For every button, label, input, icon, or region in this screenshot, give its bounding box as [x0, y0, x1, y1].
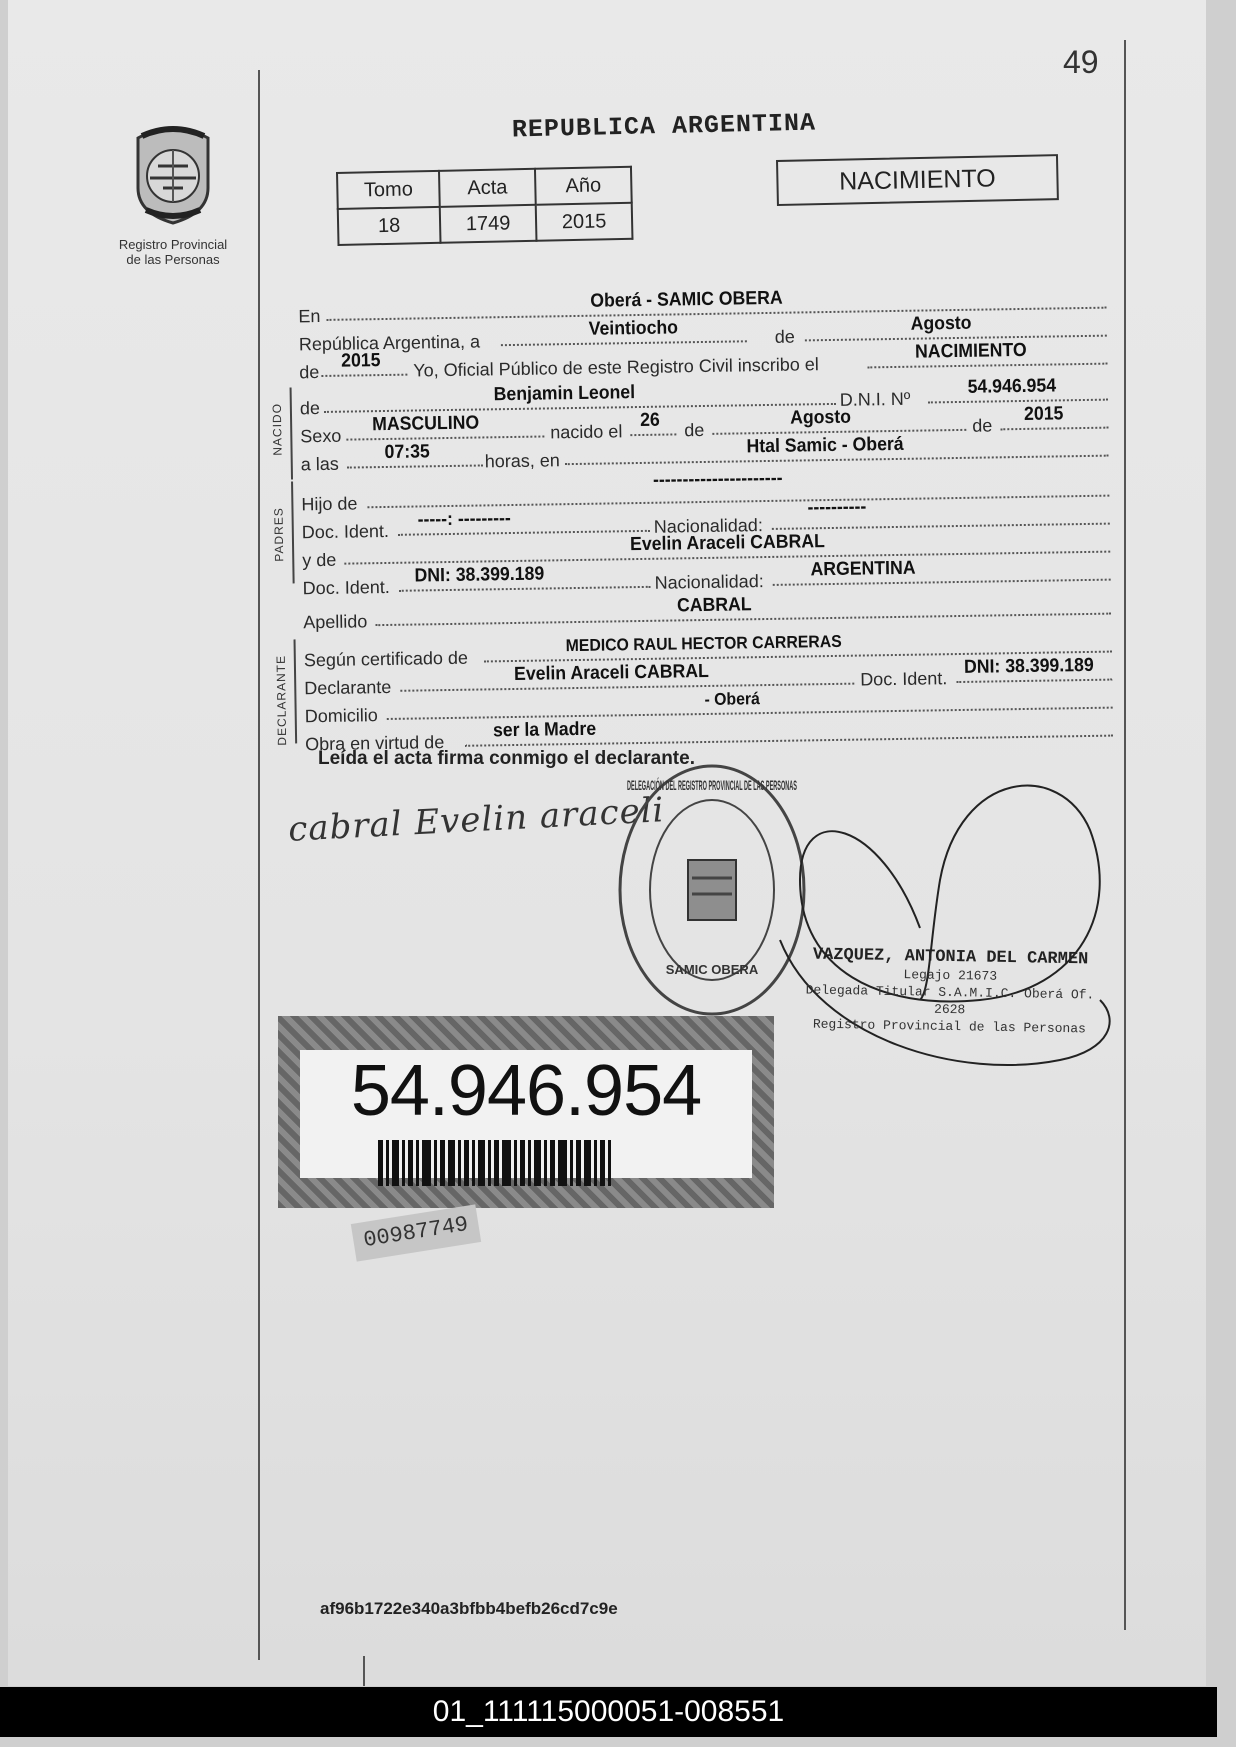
en-value: Oberá - SAMIC OBERA: [590, 287, 783, 312]
dni-label: D.N.I. Nº: [839, 388, 911, 410]
birth-time: 07:35: [384, 441, 430, 463]
de2-label: de: [684, 419, 705, 441]
certificado-value: MEDICO RAUL HECTOR CARRERAS: [565, 631, 842, 656]
barcode-label: [300, 1050, 752, 1178]
acta-value: 1749: [440, 205, 537, 243]
declarante-doc: DNI: 38.399.189: [963, 654, 1094, 678]
declarante-label: Declarante: [304, 676, 392, 699]
country-title: REPUBLICA ARGENTINA: [511, 108, 817, 145]
birth-month: Agosto: [789, 406, 852, 429]
doc-ident2-label: Doc. Ident.: [302, 576, 390, 599]
month: Agosto: [910, 312, 972, 335]
ano-value: 2015: [536, 203, 633, 241]
mother-name: Evelin Araceli CABRAL: [629, 531, 825, 556]
a-las-label: a las: [300, 453, 339, 475]
birth-place: Htal Samic - Oberá: [746, 433, 904, 458]
doc-ident-label: Doc. Ident.: [301, 520, 390, 543]
nacido-el-label: nacido el: [550, 421, 623, 443]
declarante-bracket: [294, 639, 298, 743]
barcode-number: 54.946.954: [350, 1051, 702, 1131]
child-name: Benjamin Leonel: [493, 382, 636, 406]
official-role: Delegada Titular S.A.M.I.C. Oberá Of. 2628: [805, 982, 1095, 1018]
domicilio-label: Domicilio: [304, 705, 378, 727]
barcode-bars-icon: [378, 1140, 674, 1186]
year-prefix: de: [299, 362, 320, 383]
tomo-value: 18: [338, 207, 441, 245]
padres-bracket: [291, 481, 295, 583]
day-words: Veintiocho: [588, 317, 679, 340]
sexo-label: Sexo: [300, 425, 342, 447]
republica-label: República Argentina, a: [298, 331, 481, 355]
logo-caption-line2: de las Personas: [126, 252, 220, 267]
father-name: ----------------------: [652, 467, 783, 491]
sexo-value: MASCULINO: [371, 412, 480, 436]
birth-day: 26: [639, 409, 660, 431]
ano-header: Año: [535, 167, 632, 205]
de-label: de: [774, 326, 796, 347]
declarant-signature: cabral Evelin araceli: [287, 790, 666, 850]
mother-doc: DNI: 38.399.189: [414, 563, 545, 587]
declarante-side-label: DECLARANTE: [273, 654, 290, 746]
birth-year: 2015: [1023, 403, 1064, 425]
act-value: NACIMIENTO: [914, 339, 1027, 363]
nacido-side-label: NACIDO: [269, 402, 285, 456]
child-dni: 54.946.954: [967, 375, 1057, 398]
en-label: En: [298, 305, 321, 327]
de3-label: de: [972, 415, 993, 436]
apellido-label: Apellido: [303, 611, 368, 633]
dots: [630, 433, 676, 436]
official-org: Registro Provincial de las Personas: [812, 1016, 1087, 1037]
nacionalidad2-label: Nacionalidad:: [654, 571, 764, 593]
closing-statement: Leída el acta firma conmigo el declarante.: [318, 748, 695, 769]
hijo-de-label: Hijo de: [301, 493, 358, 515]
doc-ident3-label: Doc. Ident.: [860, 668, 948, 690]
y-de-label: y de: [302, 549, 337, 571]
father-doc: -----: ---------: [417, 508, 511, 531]
horas-en-label: horas, en: [484, 450, 560, 472]
oficial-text: Yo, Oficial Público de este Registro Civil inscribo el: [413, 354, 819, 381]
obra-label: Obra en virtud de: [305, 732, 445, 755]
mother-nationality: ARGENTINA: [810, 557, 916, 581]
logo-caption-line1: Registro Provincial: [118, 237, 228, 252]
nacionalidad-label: Nacionalidad:: [653, 515, 764, 537]
act-type-box: NACIMIENTO: [776, 154, 1059, 206]
domicilio-value: - Oberá: [704, 689, 761, 710]
year: 2015: [340, 350, 381, 372]
declarante-value: Evelin Araceli CABRAL: [513, 660, 710, 685]
acta-header: Acta: [439, 169, 536, 207]
official-legajo: Legajo 21673: [903, 967, 998, 984]
father-nationality: ----------: [807, 496, 867, 519]
page-number: 49: [1063, 44, 1099, 80]
padres-side-label: PADRES: [271, 507, 287, 562]
stamp-inner-text: SAMIC OBERA: [665, 962, 759, 977]
obra-value: ser la Madre: [492, 718, 597, 742]
footer-id-bar: 01_111115000051-008551: [0, 1687, 1217, 1737]
control-number-label: 00987749: [351, 1204, 481, 1261]
official-signature-block: [799, 945, 1100, 1037]
barcode-sticker: [278, 1016, 774, 1208]
official-name: VAZQUEZ, ANTONIA DEL CARMEN: [812, 945, 1089, 970]
de-name-label: de: [299, 398, 321, 419]
document-hash: af96b1722e340a3bfbb4befb26cd7c9e: [320, 1599, 618, 1618]
apellido-value: CABRAL: [676, 594, 752, 617]
official-signature-scribble: [760, 760, 1130, 1100]
tomo-header: Tomo: [337, 171, 440, 209]
segun-label: Según certificado de: [303, 647, 469, 671]
row-apellido: [303, 595, 1111, 634]
nacido-bracket: [290, 387, 293, 479]
